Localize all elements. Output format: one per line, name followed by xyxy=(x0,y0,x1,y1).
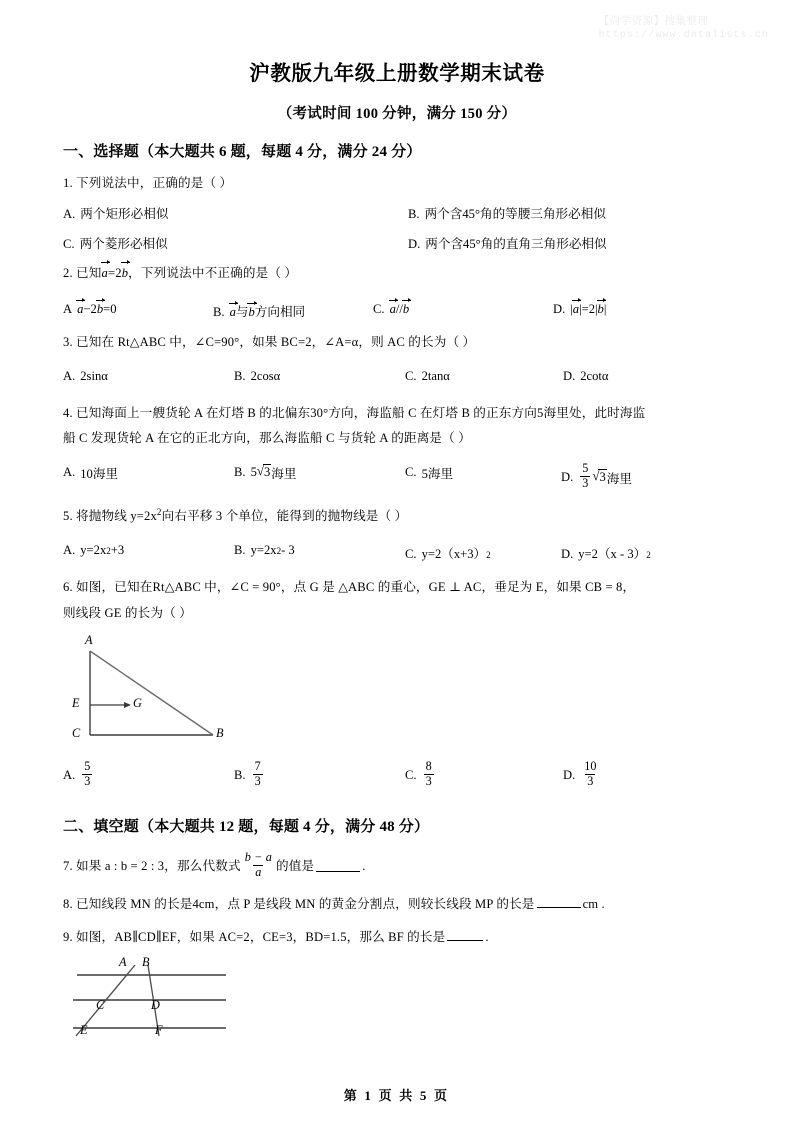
question-7-text-post: 的值是 xyxy=(275,858,315,873)
radical-sign: √ xyxy=(256,463,264,479)
question-7-text-tail: . xyxy=(362,858,366,873)
label-point-b: B xyxy=(216,726,224,741)
option-5-d[interactable]: D. y=2（x - 3） 2 xyxy=(561,543,651,562)
option-text: 2sinα xyxy=(80,368,108,383)
question-3-stem: 3. 已知在 Rt△ABC 中，∠C=90°，如果 BC=2，∠A=α，则 AC 的长为（ ） xyxy=(63,335,476,350)
radical-sign: √ xyxy=(592,467,600,483)
numerator: 5 xyxy=(582,461,589,476)
vector-a: a xyxy=(102,263,108,284)
option-3-d[interactable] xyxy=(563,369,609,384)
option-1-c[interactable] xyxy=(63,233,168,252)
section-heading-choice: 一、选择题（本大题共 6 题，每题 4 分，满分 24 分） xyxy=(63,144,422,160)
option-tail: 方向相同 xyxy=(254,305,306,320)
label-point-e: E xyxy=(80,1022,88,1037)
document-content xyxy=(63,56,731,1047)
option-text: 两个菱形必相似 xyxy=(79,236,168,251)
question-5-stem-pre: 5. 将抛物线 y=2x xyxy=(63,509,157,524)
option-5-c[interactable]: C. y=2（x+3） 2 xyxy=(405,543,491,562)
question-9-stem xyxy=(63,928,731,948)
option-2-d[interactable] xyxy=(553,301,606,317)
option-label: A. xyxy=(63,542,76,557)
vector-b: b xyxy=(122,263,128,284)
option-label: C. xyxy=(405,368,417,383)
page-title: 沪教版九年级上册数学期末试卷 xyxy=(249,63,545,85)
fraction-b-minus-a-over-a xyxy=(243,851,274,879)
option-unit: 海里 xyxy=(606,471,632,486)
option-text: y=2（x - 3） xyxy=(578,546,647,561)
option-label: D. xyxy=(408,236,421,251)
page-footer: 第 1 页 共 5 页 xyxy=(343,1088,450,1103)
option-6-a[interactable] xyxy=(63,761,94,789)
radicand: 3 xyxy=(599,469,606,484)
question-5-stem-post: 向右平移 3 个单位，能得到的抛物线是（ ） xyxy=(161,509,408,524)
question-1-options-row2 xyxy=(63,233,731,253)
fraction xyxy=(424,760,434,788)
label-point-g: G xyxy=(133,696,142,711)
question-1-stem: 1. 下列说法中，正确的是（ ） xyxy=(63,176,233,190)
exponent: 2 xyxy=(156,506,162,517)
option-2-b[interactable] xyxy=(213,301,305,320)
option-4-a[interactable] xyxy=(63,463,118,482)
label-point-c: C xyxy=(96,997,105,1012)
option-label: D. xyxy=(563,368,576,383)
answer-blank-9[interactable] xyxy=(447,929,483,941)
label-point-e: E xyxy=(72,696,80,711)
question-6-line-1: 6. 如图，已知在Rt△ABC 中，∠C = 90°，点 G 是 △ABC 的重心，GE ⊥ AC，垂足为 E，如果 CB = 8， xyxy=(63,579,636,594)
question-7-text-pre: 7. 如果 a : b = 2 : 3，那么代数式 xyxy=(63,858,241,873)
label-point-f: F xyxy=(155,1022,163,1037)
option-label: C. xyxy=(63,236,75,251)
question-5-stem xyxy=(63,507,731,527)
option-mid: |=2| xyxy=(579,302,598,317)
label-point-d: D xyxy=(151,997,160,1012)
question-1-options xyxy=(63,203,731,223)
option-6-d[interactable] xyxy=(563,761,600,789)
option-unit: 海里 xyxy=(271,467,297,482)
option-label: C. xyxy=(373,302,385,317)
label-point-a: A xyxy=(119,954,127,969)
option-label: A xyxy=(63,302,73,317)
fraction xyxy=(82,760,92,788)
vector-a: a xyxy=(389,302,396,317)
option-text: 两个矩形必相似 xyxy=(80,206,169,221)
option-text: 两个含45°角的直角三角形必相似 xyxy=(425,236,607,251)
question-7-stem xyxy=(63,852,731,880)
option-label: A. xyxy=(63,465,76,480)
option-4-d[interactable] xyxy=(561,463,632,491)
question-5-options xyxy=(63,543,731,563)
option-label: D. xyxy=(553,302,566,317)
question-6-figure xyxy=(63,635,731,751)
question-2-stem-post: ，下列说法中不正确的是（ ） xyxy=(128,265,298,280)
label-point-a: A xyxy=(85,633,93,648)
question-6-stem xyxy=(63,575,731,627)
question-4-stem xyxy=(63,401,731,453)
radicand: 3 xyxy=(264,465,271,480)
option-tail: =0 xyxy=(103,302,117,317)
sqrt-3 xyxy=(592,469,606,486)
option-label: C. xyxy=(405,767,417,782)
denominator: 3 xyxy=(582,475,589,490)
answer-blank-8[interactable] xyxy=(537,896,581,908)
option-label: D. xyxy=(561,469,574,484)
question-9-figure xyxy=(63,954,731,1039)
option-tail: - 3 xyxy=(281,542,295,557)
option-3-a[interactable] xyxy=(63,369,108,384)
fraction xyxy=(582,760,598,788)
denominator: 3 xyxy=(84,773,91,788)
option-text: y=2x xyxy=(80,542,107,557)
question-2-stem-eq: =2 xyxy=(107,265,122,280)
fraction-5-3 xyxy=(580,462,590,490)
option-mid: // xyxy=(395,302,403,317)
vector-a: a xyxy=(572,302,580,317)
option-tail: | xyxy=(603,302,607,317)
option-1-b[interactable] xyxy=(408,203,606,222)
abs-bar-open: | xyxy=(570,302,573,317)
option-2-c[interactable] xyxy=(373,301,409,317)
label-point-b: B xyxy=(142,954,150,969)
option-label: C. xyxy=(405,465,417,480)
numerator: 10 xyxy=(584,759,597,774)
option-label: A. xyxy=(63,368,76,383)
question-8-stem xyxy=(63,895,731,915)
option-text: y=2x xyxy=(250,542,277,557)
vector-a: a xyxy=(77,302,84,317)
question-8-text-pre: 8. 已知线段 MN 的长是4cm，点 P 是线段 MN 的黄金分割点，则较长线段 MP 的长是 xyxy=(63,896,535,911)
denominator: 3 xyxy=(254,773,261,788)
question-6-line-2: 则线段 GE 的长为（ ） xyxy=(63,605,192,620)
denominator: a xyxy=(255,864,262,879)
fraction xyxy=(253,760,263,788)
vector-b: b xyxy=(402,302,410,317)
label-point-c: C xyxy=(72,726,81,741)
option-6-c[interactable] xyxy=(405,761,436,789)
section-heading-fill: 二、填空题（本大题共 12 题，每题 4 分，满分 48 分） xyxy=(63,819,430,836)
option-text: y=2（x+3） xyxy=(421,546,487,561)
question-8-text-post: cm . xyxy=(582,896,605,911)
vector-a: a xyxy=(229,305,236,320)
option-label: B. xyxy=(234,465,246,480)
option-label: B. xyxy=(213,305,225,320)
option-2-a[interactable] xyxy=(63,301,117,317)
question-2-stem xyxy=(63,263,731,284)
option-1-a[interactable] xyxy=(63,203,168,222)
option-label: D. xyxy=(563,767,576,782)
option-coefficient: 5 xyxy=(250,465,257,480)
watermark-url: https://www.datalists.cn xyxy=(598,30,769,42)
option-label: A. xyxy=(63,767,76,782)
option-3-c[interactable] xyxy=(405,369,450,384)
option-label: D. xyxy=(561,546,574,561)
question-3-options xyxy=(63,369,731,389)
sqrt-3 xyxy=(257,464,271,481)
question-4-line-1: 4. 已知海面上一艘货轮 A 在灯塔 B 的北偏东30°方向，海监船 C 在灯塔 B 的正东方向5海里处，此时海监 xyxy=(63,405,646,420)
question-9-text-post: . xyxy=(485,930,489,945)
numerator: 7 xyxy=(254,759,261,774)
option-4-c[interactable] xyxy=(405,463,453,482)
question-6-options xyxy=(63,759,731,795)
option-text: 2cotα xyxy=(580,368,609,383)
option-mid: −2 xyxy=(83,302,97,317)
option-mid: 与 xyxy=(235,305,249,320)
right-triangle-diagram xyxy=(63,635,263,751)
numerator: 8 xyxy=(425,759,432,774)
numerator: 5 xyxy=(84,759,91,774)
vector-b: b xyxy=(248,305,255,320)
denominator: 3 xyxy=(425,773,432,788)
option-label: B. xyxy=(234,767,246,782)
question-4-options xyxy=(63,461,731,497)
option-4-b[interactable] xyxy=(234,463,296,482)
option-5-b[interactable]: B. y=2x 2 - 3 xyxy=(234,542,295,557)
option-label: A. xyxy=(63,206,76,221)
option-text: 10海里 xyxy=(80,467,119,482)
question-2-options xyxy=(63,301,731,321)
answer-blank-7[interactable] xyxy=(316,860,360,872)
question-9-text-pre: 9. 如图，AB∥CD∥EF，如果 AC=2，CE=3，BD=1.5，那么 BF 的长是 xyxy=(63,930,446,945)
question-2-stem-pre: 2. 已知 xyxy=(63,265,102,280)
watermark-source-text: 【尚学资源】搜集整理 xyxy=(598,16,709,27)
denominator: 3 xyxy=(587,773,594,788)
exam-info-subtitle: （考试时间 100 分钟，满分 150 分） xyxy=(277,106,517,122)
watermark xyxy=(599,14,769,44)
option-tail: +3 xyxy=(110,542,125,557)
option-text: 两个含45°角的等腰三角形必相似 xyxy=(424,206,606,221)
option-1-d[interactable] xyxy=(408,233,607,252)
vector-b: b xyxy=(597,302,604,317)
option-text: 2cosα xyxy=(250,368,281,383)
option-label: C. xyxy=(405,546,417,561)
option-label: B. xyxy=(408,206,420,221)
option-text: 2tanα xyxy=(421,368,450,383)
option-label: B. xyxy=(234,542,246,557)
question-4-line-2: 船 C 发现货轮 A 在它的正北方向，那么海监船 C 与货轮 A 的距离是（ ） xyxy=(63,431,471,446)
vector-b: b xyxy=(96,302,104,317)
option-label: B. xyxy=(234,368,246,383)
option-5-a[interactable]: A. y=2x 2 +3 xyxy=(63,542,125,557)
numerator: b − a xyxy=(244,850,272,865)
option-text: 5海里 xyxy=(421,467,454,482)
option-3-b[interactable] xyxy=(234,369,280,384)
option-6-b[interactable] xyxy=(234,761,265,789)
